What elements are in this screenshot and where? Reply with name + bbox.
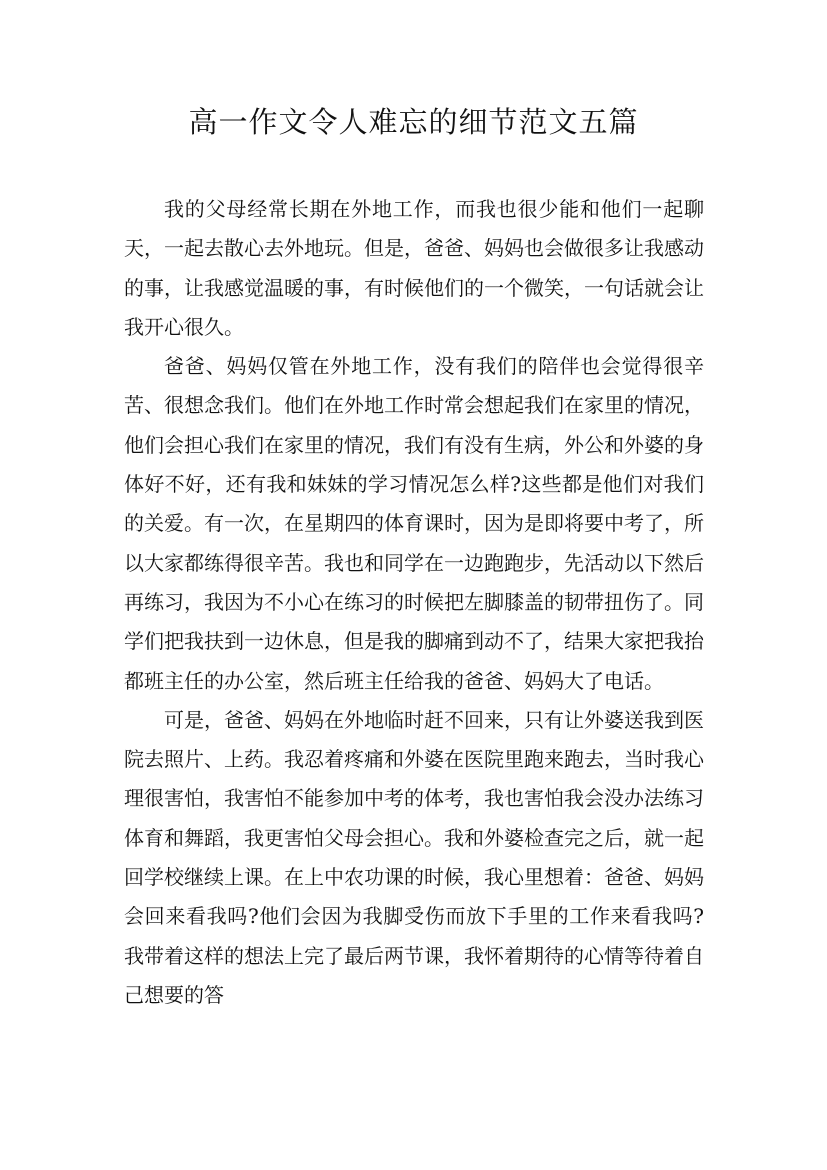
document-body bbox=[124, 190, 704, 1015]
paragraph-1: 我的父母经常长期在外地工作，而我也很少能和他们一起聊天，一起去散心去外地玩。但是，爸爸、妈妈也会做很多让我感动的事，让我感觉温暖的事，有时候他们的一个微笑，一句话就会让我开心很久。 bbox=[124, 197, 704, 339]
paragraph-3: 可是，爸爸、妈妈在外地临时赶不回来，只有让外婆送我到医院去照片、上药。我忍着疼痛和外婆在医院里跑来跑去，当时我心理很害怕，我害怕不能参加中考的体考，我也害怕我会没办法练习体育和舞蹈，我更害怕父母会担心。我和外婆检查完之后，就一起回学校继续上课。在上中农功课的时候，我心里想着：爸爸、妈妈会回来看我吗?他们会因为我脚受伤而放下手里的工作来看我吗?我带着这样的想法上完了最后两节课，我怀着期待的心情等待着自己想要的答 bbox=[124, 707, 704, 1007]
paragraph-2: 爸爸、妈妈仅管在外地工作，没有我们的陪伴也会觉得很辛苦、很想念我们。他们在外地工作时常会想起我们在家里的情况，他们会担心我们在家里的情况，我们有没有生病，外公和外婆的身体好不好，还有我和妹妹的学习情况怎么样?这些都是他们对我们的关爱。有一次，在星期四的体育课时，因为是即将要中考了，所以大家都练得很辛苦。我也和同学在一边跑跑步，先活动以下然后再练习，我因为不小心在练习的时候把左脚膝盖的韧带扭伤了。同学们把我扶到一边休息，但是我的脚痛到动不了，结果大家把我抬都班主任的办公室，然后班主任给我的爸爸、妈妈大了电话。 bbox=[124, 354, 704, 693]
document-title: 高一作文令人难忘的细节范文五篇 bbox=[188, 105, 639, 139]
